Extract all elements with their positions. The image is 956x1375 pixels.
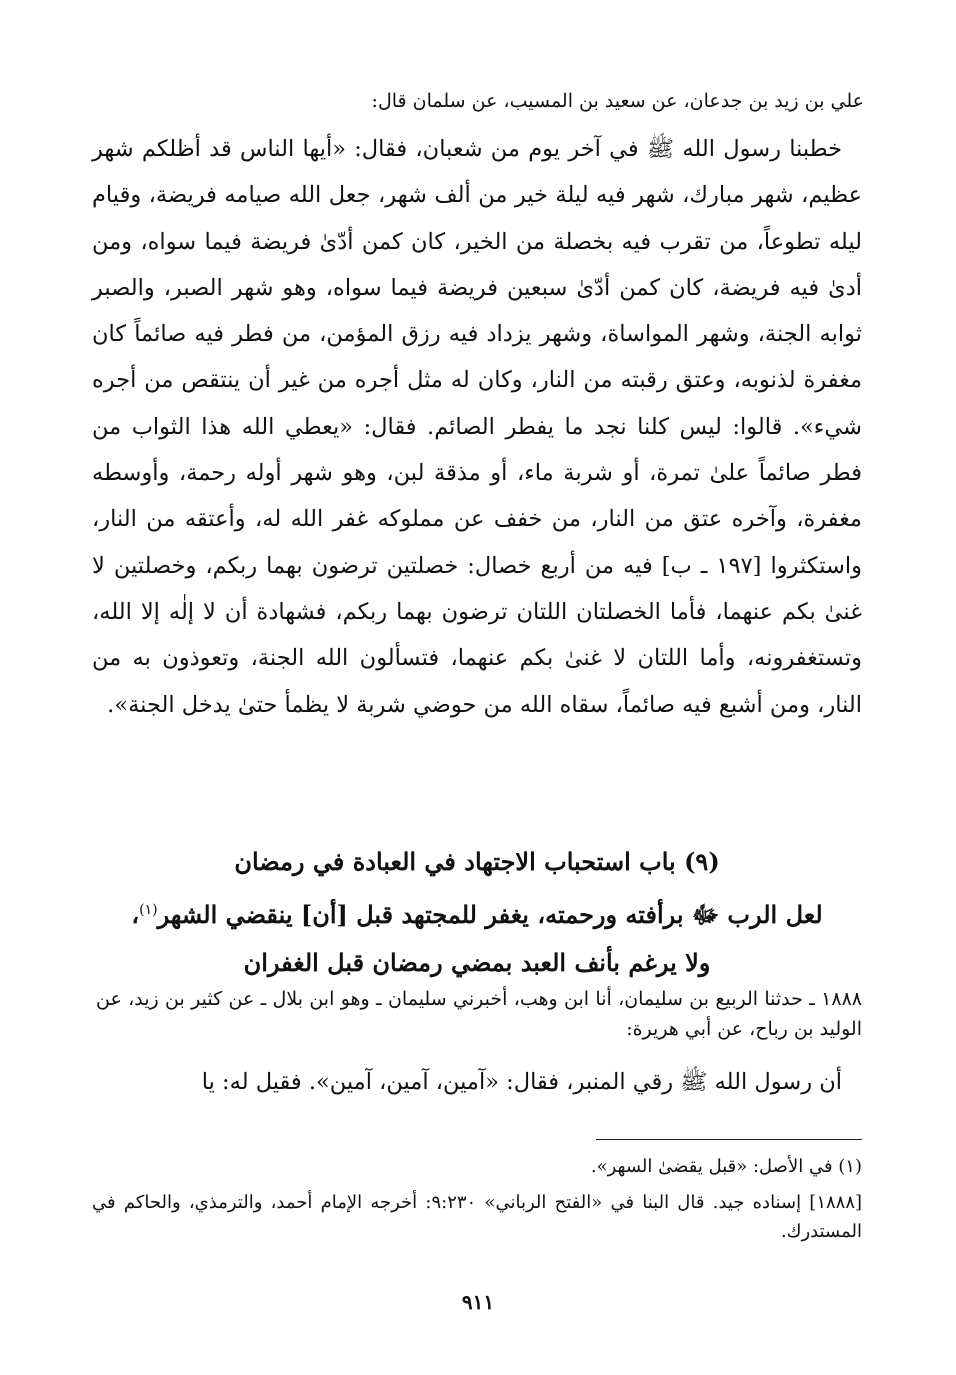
chapter-title-line-2-text: لعل الرب ﷻ برأفته ورحمته، يغفر للمجتهد قبل [أن] ينقضي الشهر (157, 900, 823, 929)
isnad-tail: علي بن زيد بن جدعان، عن سعيد بن المسيب، عن سلمان قال: (371, 90, 864, 112)
footnote-2-text: [١٨٨٨] إسناده جيد. قال البنا في «الفتح الرباني» ٩:٢٣٠: أخرجه الإمام أحمد، والترمذي، والحاكم في المستدرك. (92, 1192, 863, 1242)
footnote-1 (96, 1152, 862, 1182)
page-number: ٩١١ (461, 1290, 495, 1314)
hadith-1888-body (92, 1062, 862, 1102)
isnad-text (96, 86, 864, 116)
footnote-1-text: (١) في الأصل: «قبل يقضىٰ السهر». (590, 1156, 862, 1177)
hadith-1888-isnad (96, 984, 862, 1044)
chapter-heading (92, 838, 862, 987)
chapter-title-line-1: (٩) باب استحباب الاجتهاد في العبادة في رمضان (234, 847, 720, 876)
hadith-1888-text: أن رسول الله ﷺ رقي المنبر، فقال: «آمين، آمين، آمين». فقيل له: يا (201, 1069, 842, 1095)
footnote-divider (596, 1139, 862, 1140)
hadith-text: خطبنا رسول الله ﷺ في آخر يوم من شعبان، فقال: «أيها الناس قد أظلكم شهر عظيم، شهر مبارك، شهر فيه ليلة خير من ألف شهر، جعل الله صيامه فريضة، وقيام ليله تطوعاً، من تقرب فيه بخصلة من الخير، كان كمن أدّىٰ فريضة فيما سواه، ومن أدىٰ فيه فريضة، كان كمن أدّىٰ سبعين فريضة فيما سواه، وهو شهر الصبر، والصبر ثوابه الجنة، وشهر المواساة، وشهر يزداد فيه رزق المؤمن، من فطر فيه صائماً كان مغفرة لذنوبه، وعتق رقبته من النار، وكان له مثل أجره من غير أن ينتقص من أجره شيء». قالوا: ليس كلنا نجد ما يفطر الصائم. فقال: «يعطي الله هذا الثواب من فطر صائماً علىٰ تمرة، أو شربة ماء، أو مذقة لبن، وهو شهر أوله رحمة، وأوسطه مغفرة، وآخره عتق من النار، من خفف عن مملوكه غفر الله له، وأعتقه من النار، واستكثروا [١٩٧ ـ ب] فيه من أربع خصال: خصلتين ترضون بهما ربكم، وخصلتين لا غنىٰ بكم عنهما، فأما الخصلتان اللتان ترضون بهما ربكم، فشهادة أن لا إلٰه إلا الله، وتستغفرونه، وأما اللتان لا غنىٰ بكم عنهما، فتسألون الله الجنة، وتعوذون به من النار، ومن أشبع فيه صائماً، سقاه الله من حوضي شربة لا يظمأ حتىٰ يدخل الجنة». (92, 136, 862, 718)
chapter-title-line-2 (92, 886, 862, 939)
hadith-1887-body (92, 126, 862, 728)
footnote-marker: (١) (139, 902, 158, 918)
chapter-title-line-2-end: ، (131, 900, 140, 929)
chapter-title-line-3: ولا يرغم بأنف العبد بمضي رمضان قبل الغفران (243, 948, 711, 977)
isnad-1888: ١٨٨٨ ـ حدثنا الربيع بن سليمان، أنا ابن وهب، أخبرني سليمان ـ وهو ابن بلال ـ عن كثير بن زيد، عن الوليد بن رباح، عن أبي هريرة: (96, 988, 862, 1040)
footnote-2 (92, 1188, 862, 1246)
